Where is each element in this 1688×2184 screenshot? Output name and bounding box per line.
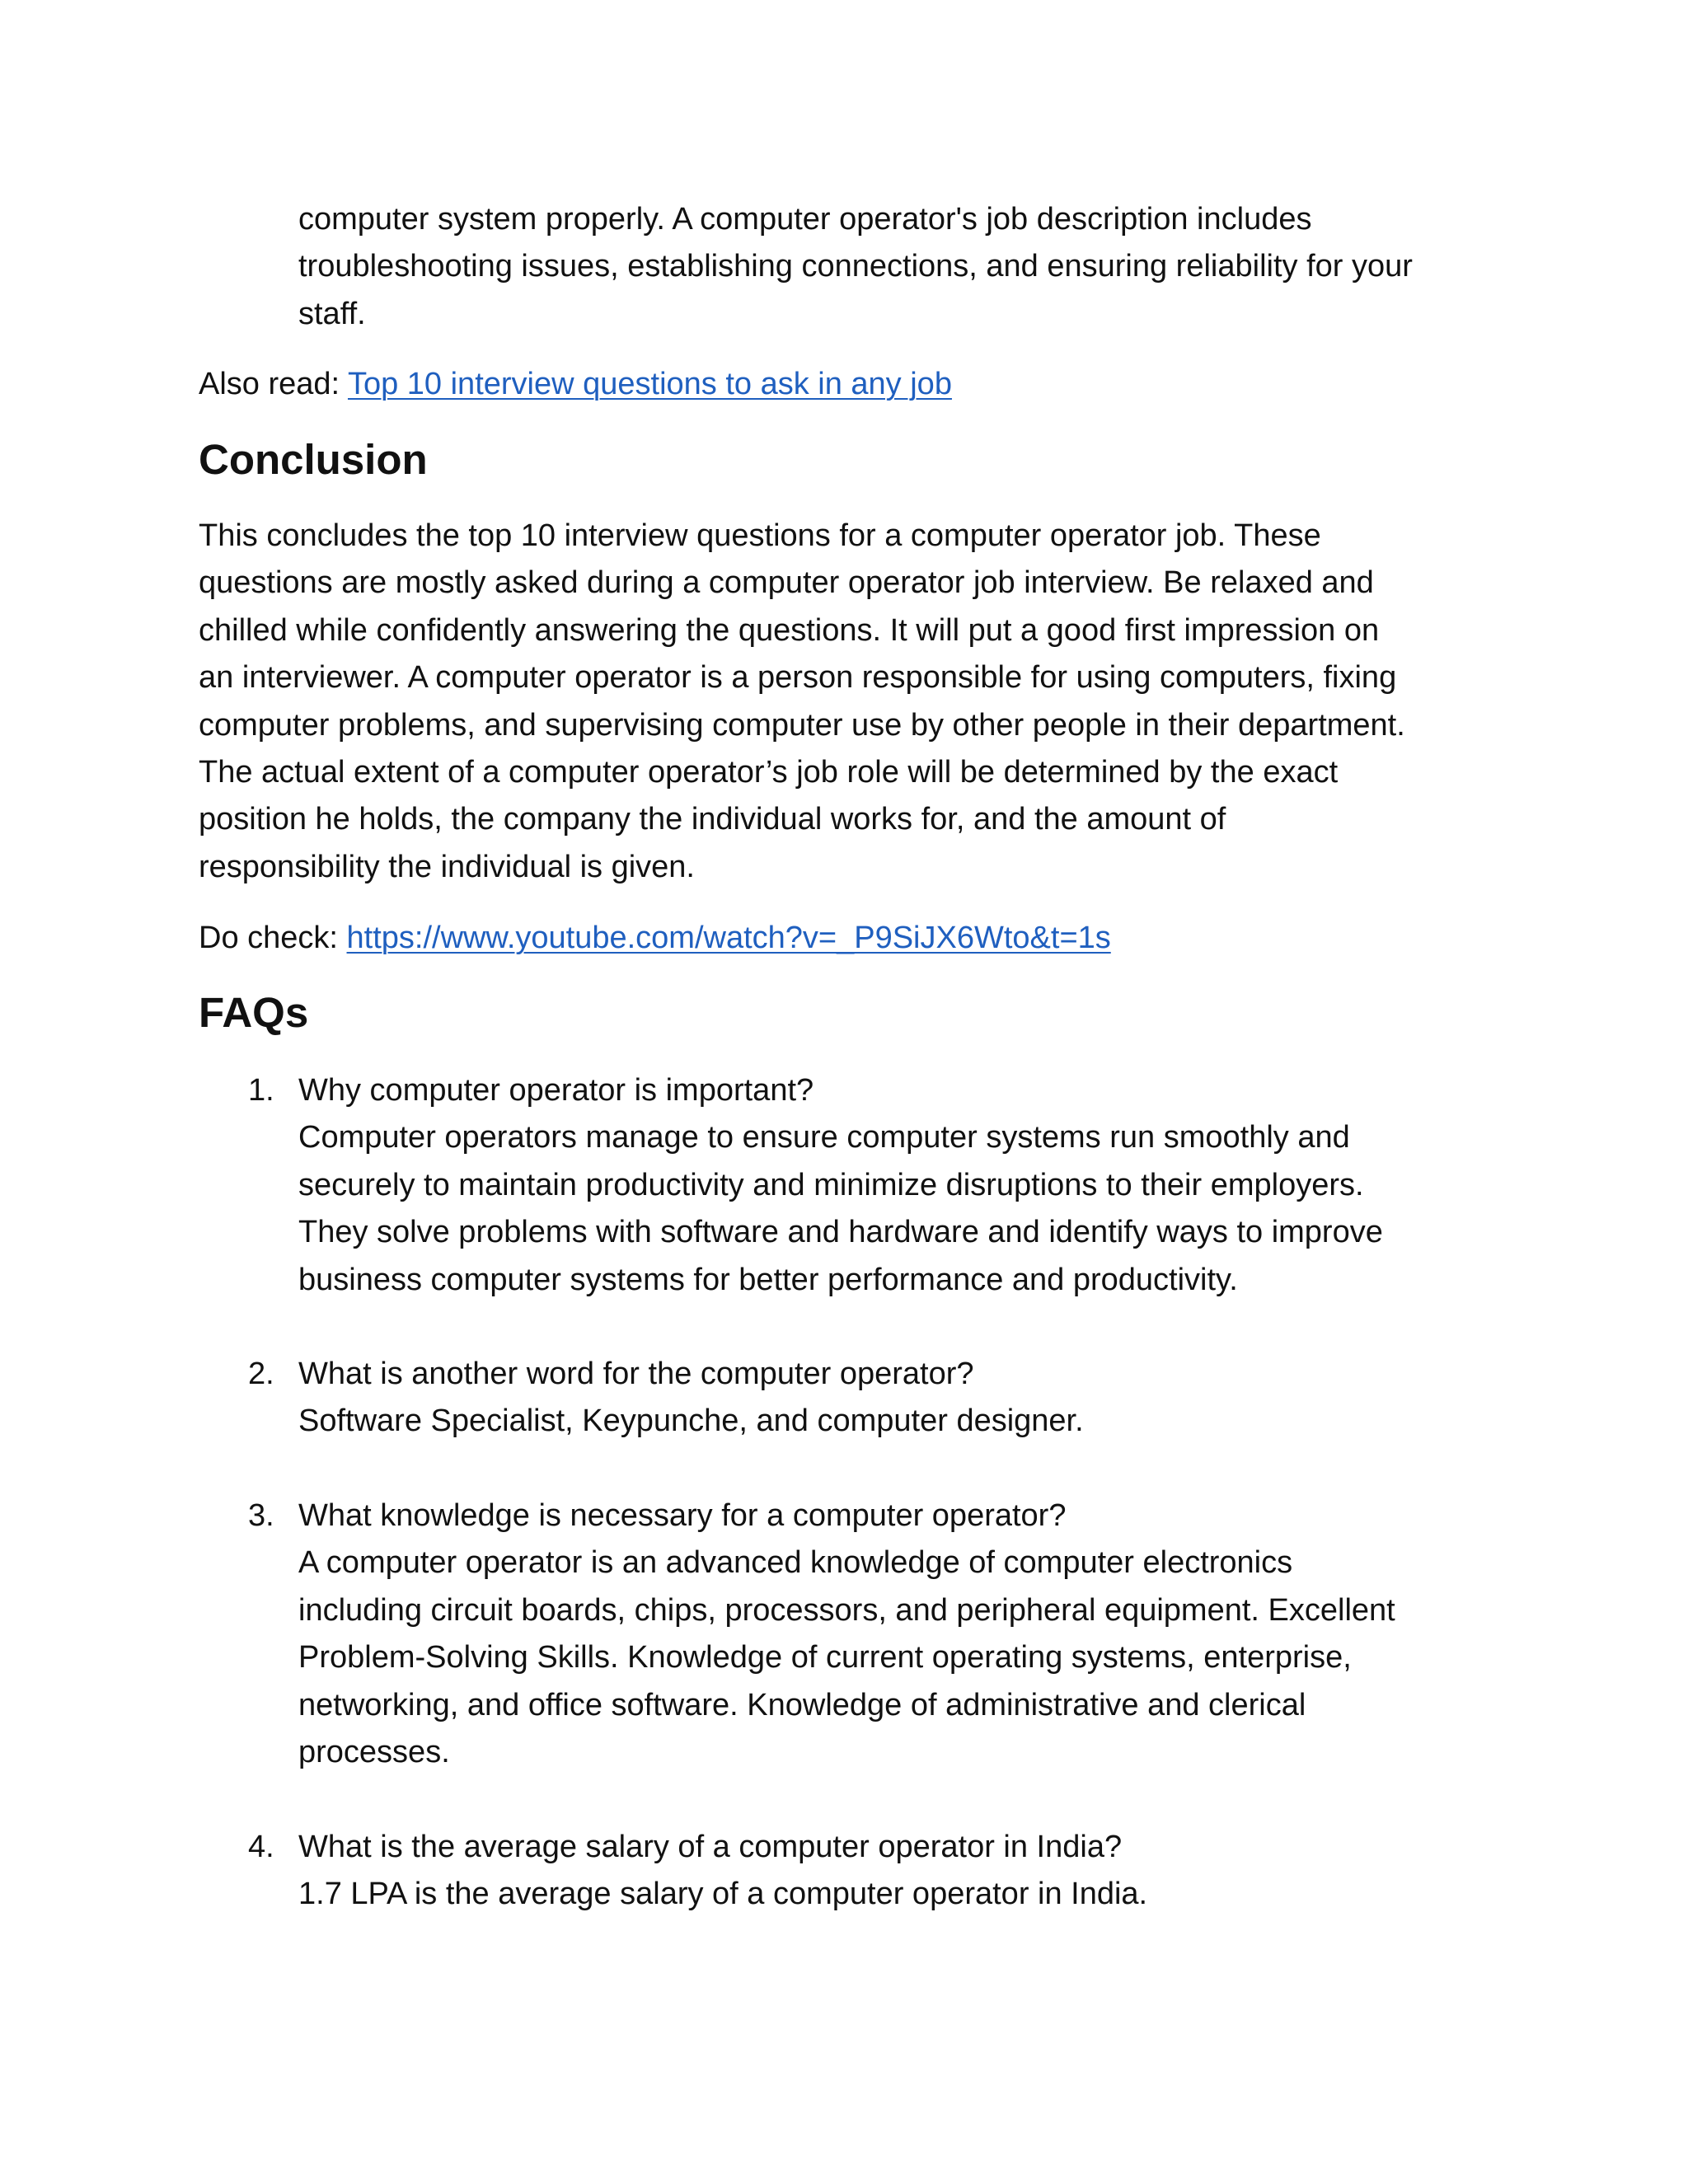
intro-paragraph [298,196,1413,338]
faq-answer-line: A computer operator is an advanced knowledge of computer electronics [298,1545,1293,1581]
conclusion-line: an interviewer. A computer operator is a person responsible for using computers, fixing [199,660,1397,696]
faq-body [298,1351,1084,1446]
do-check-prefix: Do check: [199,921,347,955]
faq-answer-line: securely to maintain productivity and minimize disruptions to their employers. [298,1167,1364,1202]
faq-body [298,1824,1147,1919]
faq-question: What is the average salary of a computer operator in India? [298,1830,1123,1864]
faq-number: 2. [248,1357,274,1391]
conclusion-line: The actual extent of a computer operator’s job role will be determined by the exact [199,755,1339,790]
faq-answer-line: including circuit boards, chips, processors, and peripheral equipment. Excellent [298,1592,1395,1628]
conclusion-line: This concludes the top 10 interview questions for a computer operator job. These [199,518,1321,553]
faq-number: 4. [248,1830,274,1864]
intro-line: troubleshooting issues, establishing connections, and ensuring reliability for your [298,249,1413,284]
faq-body [298,1067,1383,1304]
faq-answer-line: networking, and office software. Knowledge of administrative and clerical [298,1687,1306,1722]
conclusion-line: questions are mostly asked during a computer operator job interview. Be relaxed and [199,565,1374,601]
conclusion-line: position he holds, the company the individual works for, and the amount of [199,802,1226,837]
conclusion-line: chilled while confidently answering the questions. It will put a good first impression on [199,612,1380,648]
intro-line: staff. [298,296,366,331]
also-read-prefix: Also read: [199,367,348,401]
conclusion-heading: Conclusion [199,436,428,483]
faqs-heading: FAQs [199,989,309,1036]
faq-body [298,1493,1395,1776]
intro-line: computer system properly. A computer operator's job description includes [298,202,1312,237]
faq-answer-line: Software Specialist, Keypunche, and computer designer. [298,1404,1084,1439]
faq-answer-line: business computer systems for better performance and productivity. [298,1262,1238,1297]
also-read-line [199,361,952,408]
faq-answer-line: They solve problems with software and hardware and identify ways to improve [298,1215,1383,1250]
faq-question: What knowledge is necessary for a computer operator? [298,1498,1067,1533]
conclusion-paragraph [199,513,1405,891]
conclusion-line: responsibility the individual is given. [199,849,695,884]
faq-answer-line: 1.7 LPA is the average salary of a computer operator in India. [298,1877,1148,1912]
faq-number: 1. [248,1073,274,1108]
faq-answer-line: Computer operators manage to ensure computer systems run smoothly and [298,1120,1350,1155]
faq-answer-line: processes. [298,1735,450,1770]
also-read-link[interactable]: Top 10 interview questions to ask in any job [347,367,952,401]
youtube-link[interactable]: https://www.youtube.com/watch?v=_P9SiJX6Wto&t=1s [346,921,1111,955]
faq-question: What is another word for the computer operator? [298,1357,974,1391]
faq-number: 3. [248,1498,274,1533]
conclusion-line: computer problems, and supervising computer use by other people in their department. [199,707,1405,743]
do-check-line [199,915,1111,962]
faq-question: Why computer operator is important? [298,1073,814,1108]
faq-answer-line: Problem-Solving Skills. Knowledge of current operating systems, enterprise, [298,1640,1352,1675]
